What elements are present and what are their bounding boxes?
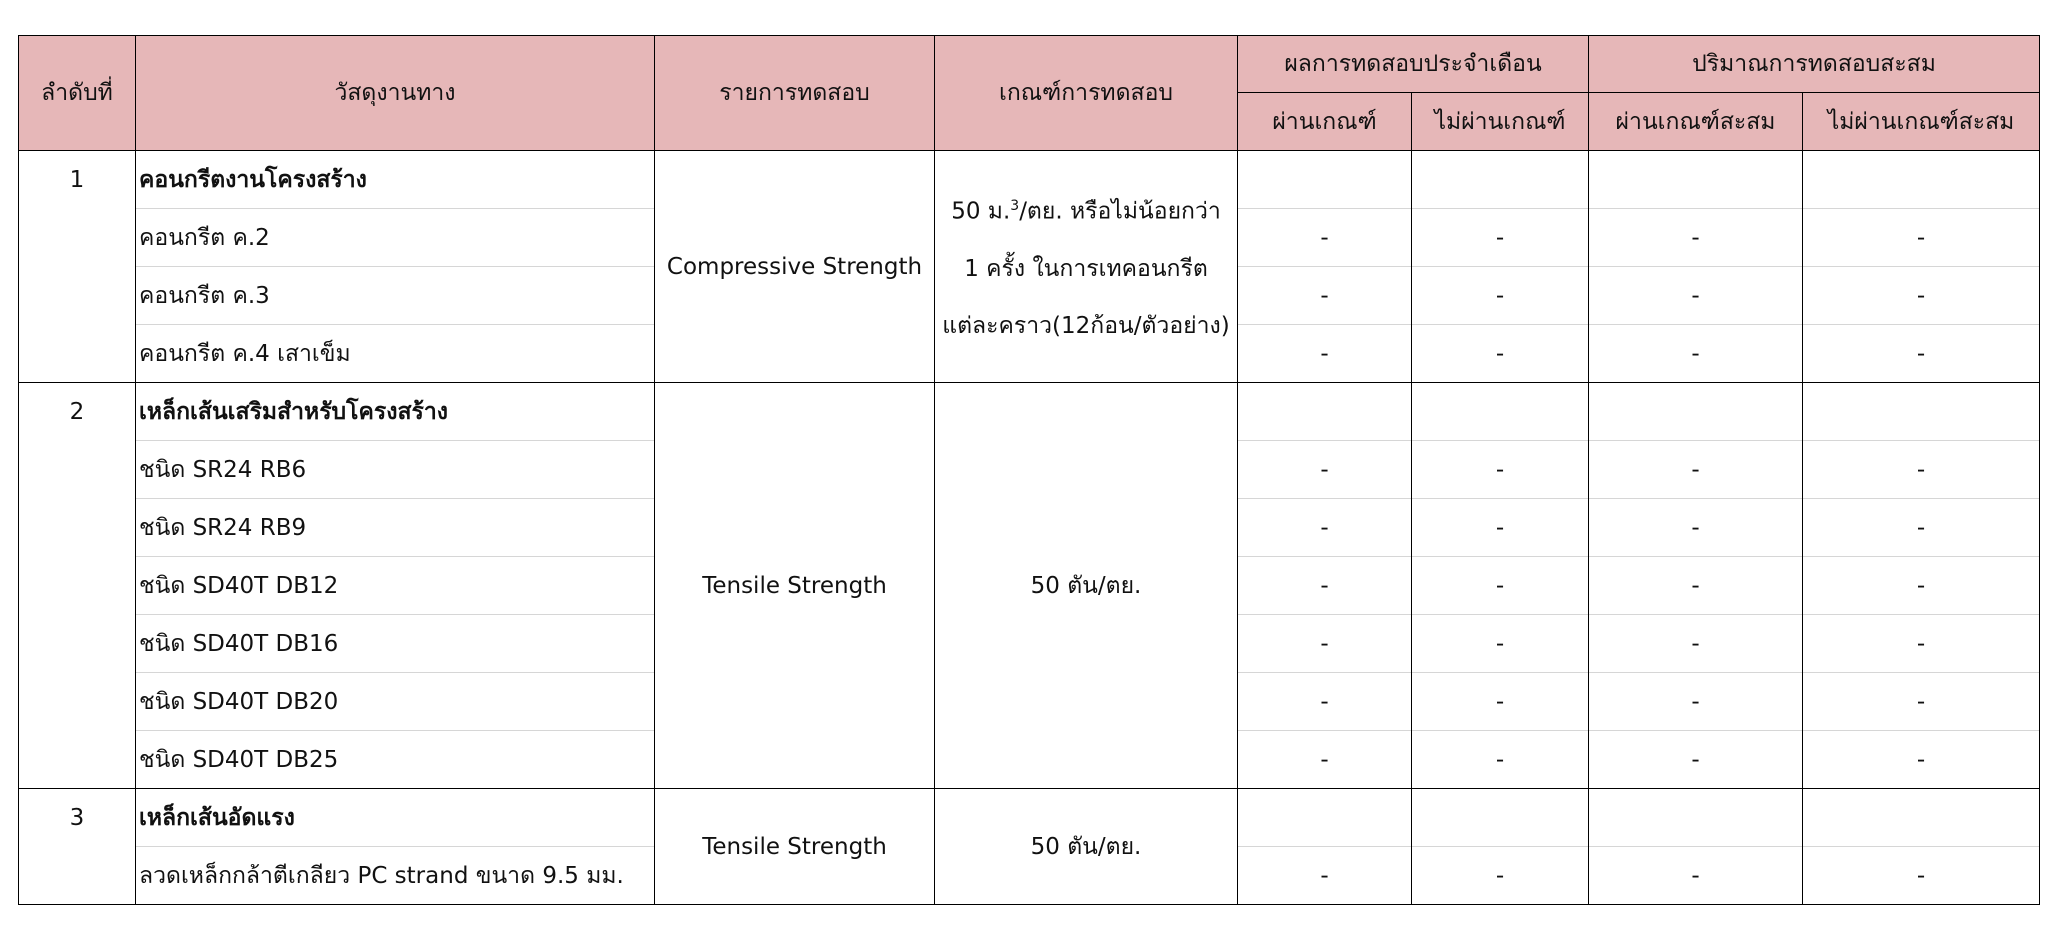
pass-cumulative-value: -	[1589, 731, 1803, 789]
pass-cumulative-value: -	[1589, 325, 1803, 383]
material-item: คอนกรีต ค.3	[136, 267, 655, 325]
pass-cumulative-value: -	[1589, 441, 1803, 499]
fail-value: -	[1412, 847, 1589, 905]
fail-cumulative-value: -	[1803, 557, 2040, 615]
fail-cumulative-value: -	[1803, 209, 2040, 267]
test-item-cell: Compressive Strength	[655, 151, 935, 383]
header-fail: ไม่ผ่านเกณฑ์	[1412, 93, 1589, 151]
material-item: ชนิด SR24 RB9	[136, 499, 655, 557]
header-material: วัสดุงานทาง	[136, 36, 655, 151]
table-row	[19, 789, 2040, 847]
header-order: ลำดับที่	[19, 36, 136, 151]
pass-value: -	[1238, 615, 1412, 673]
header-test-item: รายการทดสอบ	[655, 36, 935, 151]
pass-value: -	[1238, 557, 1412, 615]
fail-cumulative-value: -	[1803, 673, 2040, 731]
fail-value: -	[1412, 499, 1589, 557]
header-pass: ผ่านเกณฑ์	[1238, 93, 1412, 151]
criteria-cell: 50 ตัน/ตย.	[935, 383, 1238, 789]
group-title: เหล็กเส้นเสริมสำหรับโครงสร้าง	[136, 383, 655, 441]
test-results-table	[18, 35, 2040, 905]
fail-value: -	[1412, 615, 1589, 673]
pass-value: -	[1238, 847, 1412, 905]
material-item: ชนิด SD40T DB25	[136, 731, 655, 789]
fail-value: -	[1412, 731, 1589, 789]
group-title: เหล็กเส้นอัดแรง	[136, 789, 655, 847]
pass-cumulative-value: -	[1589, 557, 1803, 615]
fail-cumulative-value: -	[1803, 325, 2040, 383]
pass-value: -	[1238, 325, 1412, 383]
pass-value: -	[1238, 673, 1412, 731]
fail-cumulative-value: -	[1803, 267, 2040, 325]
criteria-cell: 50 ม.$^3$/ตย. หรือไม่น้อยกว่า 1 ครั้ง ในการเทคอนกรีต แต่ละคราว(12ก้อน/ตัวอย่าง)	[935, 151, 1238, 383]
table-row	[19, 151, 2040, 209]
group-number: 2	[19, 383, 136, 441]
criteria-cell: 50 ตัน/ตย.	[935, 789, 1238, 905]
header-monthly-results: ผลการทดสอบประจำเดือน	[1238, 36, 1589, 93]
pass-cumulative-value: -	[1589, 209, 1803, 267]
material-item: คอนกรีต ค.2	[136, 209, 655, 267]
pass-value: -	[1238, 499, 1412, 557]
material-item: ลวดเหล็กกล้าตีเกลียว PC strand ขนาด 9.5 มม.	[136, 847, 655, 905]
pass-value: -	[1238, 267, 1412, 325]
fail-cumulative-value: -	[1803, 615, 2040, 673]
fail-cumulative-value: -	[1803, 499, 2040, 557]
header-cumulative: ปริมาณการทดสอบสะสม	[1589, 36, 2040, 93]
pass-value: -	[1238, 441, 1412, 499]
test-item-cell: Tensile Strength	[655, 789, 935, 905]
material-item: ชนิด SD40T DB20	[136, 673, 655, 731]
fail-cumulative-value: -	[1803, 847, 2040, 905]
group-number: 3	[19, 789, 136, 847]
material-item: ชนิด SD40T DB12	[136, 557, 655, 615]
pass-cumulative-value: -	[1589, 615, 1803, 673]
material-item: ชนิด SR24 RB6	[136, 441, 655, 499]
pass-cumulative-value: -	[1589, 847, 1803, 905]
fail-value: -	[1412, 441, 1589, 499]
header-pass-cumulative: ผ่านเกณฑ์สะสม	[1589, 93, 1803, 151]
fail-value: -	[1412, 209, 1589, 267]
fail-value: -	[1412, 325, 1589, 383]
pass-value: -	[1238, 731, 1412, 789]
pass-cumulative-value: -	[1589, 499, 1803, 557]
group-title: คอนกรีตงานโครงสร้าง	[136, 151, 655, 209]
pass-value: -	[1238, 209, 1412, 267]
material-item: คอนกรีต ค.4 เสาเข็ม	[136, 325, 655, 383]
fail-value: -	[1412, 673, 1589, 731]
test-item-cell: Tensile Strength	[655, 383, 935, 789]
group-number: 1	[19, 151, 136, 209]
pass-cumulative-value: -	[1589, 673, 1803, 731]
header-fail-cumulative: ไม่ผ่านเกณฑ์สะสม	[1803, 93, 2040, 151]
material-item: ชนิด SD40T DB16	[136, 615, 655, 673]
fail-value: -	[1412, 267, 1589, 325]
fail-cumulative-value: -	[1803, 441, 2040, 499]
pass-cumulative-value: -	[1589, 267, 1803, 325]
fail-cumulative-value: -	[1803, 731, 2040, 789]
table-row	[19, 383, 2040, 441]
header-criteria: เกณฑ์การทดสอบ	[935, 36, 1238, 151]
fail-value: -	[1412, 557, 1589, 615]
